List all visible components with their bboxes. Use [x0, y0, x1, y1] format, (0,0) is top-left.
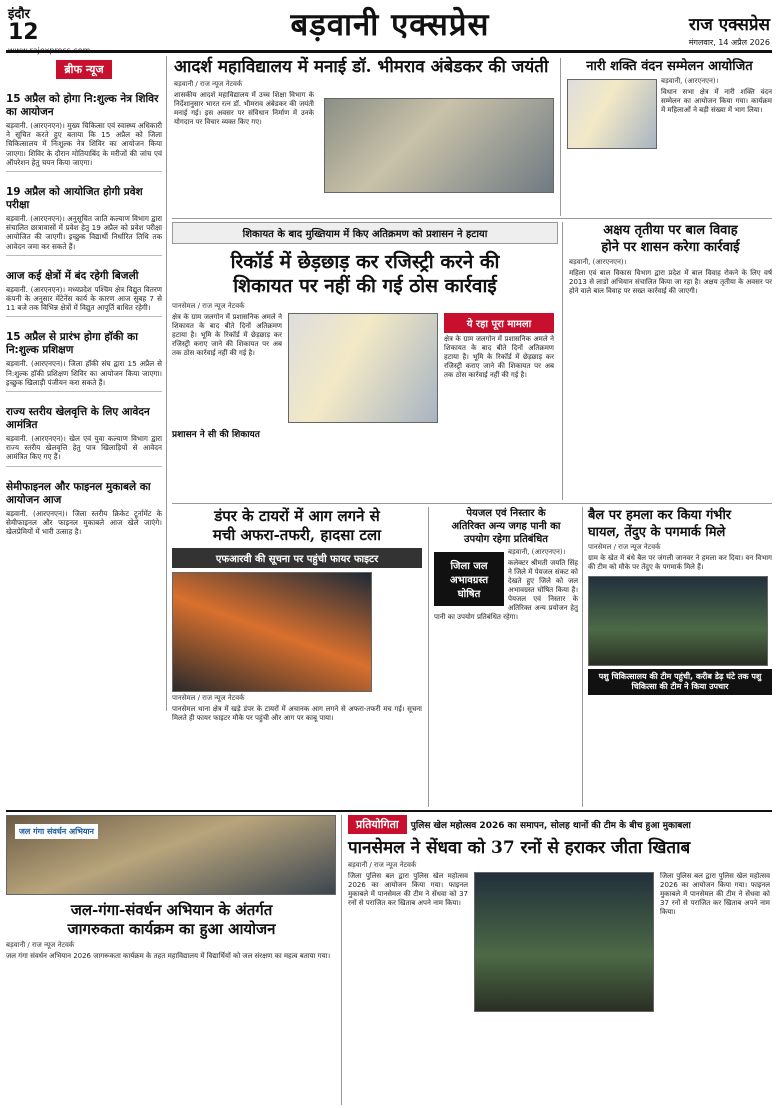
brief-body: बड़वानी. (आरएनएन)। अनुसूचित जाति कल्याण विभाग द्वारा संचालित छात्रावासों में प्रवेश हेतु 19 अप्रैल को प्रवेश परीक्षा आयोजित की जाएगी। इच्छुक विद्यार्थी निर्धारित तिथि तक आवेदन जमा कर सकते हैं। — [6, 214, 162, 251]
story-bull-headline-2: घायल, तेंदुए के पगमार्क मिले — [588, 525, 726, 540]
brief-item — [6, 331, 162, 392]
brief-headline: राज्य स्तरीय खेलवृत्ति के लिए आवेदन आमंत्रित — [6, 406, 150, 432]
story-fire-headline-1: डंपर के टायरों में आग लगने से — [214, 507, 380, 525]
story-jal-ganga-banner-text: जल गंगा संवर्धन अभियान — [15, 824, 98, 839]
story-child-headline-2: होने पर शासन करेगा कार्रवाई — [601, 240, 740, 255]
story-record-body: क्षेत्र के ग्राम जलगोन में प्रशासनिक अमले ने शिकायत के बाद बीते दिनों अतिक्रमण हटाया है। भूमि के रिकॉर्ड में छेड़छाड़ कर रजिस्ट्री कराए जाने की शिकायत पर अब तक ठोस कार्रवाई नहीं की गई है। — [172, 313, 282, 357]
story-ambedkar-byline: बड़वानी / राज न्यूज नेटवर्क — [174, 80, 243, 88]
sports-byline: बड़वानी / राज न्यूज नेटवर्क — [348, 861, 417, 869]
brief-body: बड़वानी. (आरएनएन)। मध्यप्रदेश पश्चिम क्षेत्र विद्युत वितरण कंपनी के अनुसार मेंटेनेंस कार्य के कारण आज सुबह 7 से 11 बजे तक विभिन्न क्षेत्रों में विद्युत आपूर्ति बाधित रहेगी। — [6, 284, 162, 313]
story-water-headline-1: पेयजल एवं निस्तार के — [466, 508, 546, 519]
brand-name: राज एक्सप्रेस — [688, 15, 770, 35]
story-nari-byline: बड़वानी, (आरएनएन)। — [661, 77, 719, 85]
story-bull-attack — [582, 507, 772, 807]
brief-item — [6, 93, 162, 172]
brief-item — [6, 481, 162, 537]
brief-body: बड़वानी. (आरएनएन)। जिला स्तरीय क्रिकेट टूर्नामेंट के सेमीफाइनल और फाइनल मुकाबले आज खेले जाएंगे। खेलप्रेमियों में भारी उत्साह है। — [6, 508, 162, 537]
story-ambedkar-headline: आदर्श महाविद्यालय में मनाई डॉ. भीमराव अंबेडकर की जयंती — [174, 57, 549, 77]
story-jal-ganga-body: जल गंगा संवर्धन अभियान 2026 जागरूकता कार्यक्रम के तहत महाविद्यालय में विद्यार्थियों को जल संरक्षण का महत्व बताया गया। — [6, 952, 331, 960]
sports-body: जिला पुलिस बल द्वारा पुलिस खेल महोत्सव 2026 का आयोजन किया गया। फाइनल मुकाबले में पानसेमल की टीम ने सेंधवा को 37 रनों से पराजित कर खिताब अपने नाम किया। — [348, 872, 468, 907]
story-child-body: महिला एवं बाल विकास विभाग द्वारा प्रदेश में बाल विवाह रोकने के लिए वर्ष 2013 से लाडो अभियान संचालित किया जा रहा है। अक्षय तृतीया के अवसर पर होने वाले बाल विवाह पर सख्त कार्रवाई की जाएगी। — [569, 269, 772, 295]
story-water-body: कलेक्टर श्रीमती जयति सिंह ने जिले में पेयजल संकट को देखते हुए जिले को जल अभावग्रस्त घोषित किया है। पेयजल एवं निस्तार के अतिरिक्त अन्य प्रयोजन हेतु पानी का उपयोग प्रतिबंधित रहेगा। — [434, 559, 578, 621]
masthead: बड़वानी एक्सप्रेस — [290, 7, 490, 43]
briefs-column — [6, 56, 167, 711]
story-ambedkar-body: शासकीय आदर्श महाविद्यालय में उच्च शिक्षा विभाग के निर्देशानुसार भारत रत्न डॉ. भीमराव अंबेडकर की जयंती मनाई गई। इस अवसर पर संविधान निर्माण में उनके योगदान पर विचार व्यक्त किए गए। — [174, 91, 314, 126]
brief-headline: 19 अप्रैल को आयोजित होगी प्रवेश परीक्षा — [6, 186, 143, 212]
brief-item — [6, 186, 162, 256]
brief-headline: आज कई क्षेत्रों में बंद रहेगी बिजली — [6, 269, 139, 282]
story-nari-headline: नारी शक्ति वंदन सम्मेलन आयोजित — [586, 59, 753, 74]
brief-item — [6, 270, 162, 318]
story-nari-shakti — [560, 58, 772, 216]
story-police-sports — [348, 815, 772, 1105]
story-jal-ganga-photo — [6, 815, 336, 895]
story-water-box: जिला जल अभावग्रस्त घोषित — [434, 552, 504, 606]
brief-body: बड़वानी. (आरएनएन)। खेल एवं युवा कल्याण विभाग द्वारा राज्य स्तरीय खेलवृत्ति हेतु पात्र खिलाड़ियों से आवेदन आमंत्रित किए गए हैं। — [6, 434, 162, 462]
story-record-headline-2: शिकायत पर नहीं की गई ठोस कार्रवाई — [233, 275, 497, 297]
story-bull-body: ग्राम के खेत में बंधे बैल पर जंगली जानवर ने हमला कर दिया। वन विभाग की टीम को मौके पर तेंदुए के पगमार्क मिले हैं। — [588, 554, 772, 571]
story-child-headline-1: अक्षय तृतीया पर बाल विवाह — [603, 223, 738, 238]
page-number: 12 — [8, 20, 39, 45]
publication-date: मंगलवार, 14 अप्रैल 2026 — [688, 38, 770, 47]
sports-body-continued: जिला पुलिस बल द्वारा पुलिस खेल महोत्सव 2026 का आयोजन किया गया। फाइनल मुकाबले में पानसेमल की टीम ने सेंधवा को 37 रनों से पराजित कर खिताब अपने नाम किया। — [660, 872, 770, 916]
brief-body: बड़वानी. (आरएनएन)। मुख्य चिकित्सा एवं स्वास्थ्य अधिकारी ने सूचित करते हुए बताया कि 15 अप्रैल को जिला चिकित्सालय में निःशुल्क नेत्र शिविर का आयोजन किया जाएगा। शिविर के दौरान मोतियाबिंद के मरीजों की जांच एवं ऑपरेशन हेतु चयन किया जाएगा। — [6, 121, 162, 167]
story-child-byline: बड़वानी, (आरएनएन)। — [569, 258, 627, 266]
story-water-headline-2: अतिरिक्त अन्य जगह पानी का — [451, 521, 561, 532]
story-nari-body: विधान सभा क्षेत्र में नारी शक्ति वंदन सम्मेलन का आयोजन किया गया। कार्यक्रम में महिलाओं ने बड़ी संख्या में भाग लिया। — [661, 88, 772, 114]
story-ambedkar-photo — [324, 98, 554, 193]
story-water-headline-3: उपयोग रहेगा प्रतिबंधित — [464, 534, 548, 545]
brief-headline: 15 अप्रैल से प्रारंभ होगा हॉकी का नि:शुल्क प्रशिक्षण — [6, 331, 138, 357]
story-ambedkar — [174, 56, 554, 216]
story-bull-photo — [588, 576, 768, 666]
brief-item — [6, 406, 162, 467]
story-jal-ganga-byline: बड़वानी / राज न्यूज नेटवर्क — [6, 941, 75, 949]
page-header-right — [588, 12, 770, 48]
briefs-tag: ब्रीफ न्यूज — [56, 60, 111, 79]
story-record-sidebar-tag: ये रहा पूरा मामला — [444, 313, 554, 333]
story-record-headline-1: रिकॉर्ड में छेड़छाड़ कर रजिस्ट्री करने की — [230, 251, 500, 273]
story-water-restriction — [428, 507, 578, 807]
story-bull-box: पशु चिकित्सालय की टीम पहुंची, करीब डेढ़ घंटे तक पशु चिकित्सा की टीम ने किया उपचार — [588, 669, 772, 695]
story-record-sidebar-body: क्षेत्र के ग्राम जलगोन में प्रशासनिक अमले ने शिकायत के बाद बीते दिनों अतिक्रमण हटाया है। भूमि के रिकॉर्ड में छेड़छाड़ कर रजिस्ट्री कराए जाने की शिकायत पर अब तक ठोस कार्रवाई नहीं की गई है। — [444, 335, 554, 379]
story-jal-ganga-headline-1: जल-गंगा-संवर्धन अभियान के अंतर्गत — [70, 901, 273, 919]
page-header-left — [8, 4, 128, 55]
story-fire-strip: एफआरवी की सूचना पर पहुंची फायर फाइटर — [172, 548, 422, 568]
story-jal-ganga — [6, 815, 342, 1105]
story-dumper-fire — [172, 507, 422, 807]
story-fire-byline: पानसेमल / राज न्यूज नेटवर्क — [172, 694, 245, 702]
story-jal-ganga-headline-2: जागरुकता कार्यक्रम का हुआ आयोजन — [67, 920, 276, 938]
story-fire-photo — [172, 572, 372, 692]
story-fire-body: पानसेमल थाना क्षेत्र में खड़े डंपर के टायरों में अचानक आग लगने से अफरा-तफरी मच गई। सूचना मिलते ही फायर फाइटर मौके पर पहुंची और आग पर काबू पाया। — [172, 705, 422, 722]
story-record-document-photo — [288, 313, 438, 423]
sports-headline: पानसेमल ने सेंधवा को 37 रनों से हराकर जीता खिताब — [348, 838, 691, 858]
sports-tag: प्रतियोगिता — [348, 815, 407, 834]
brief-headline: 15 अप्रैल को होगा नि:शुल्क नेत्र शिविर का आयोजन — [6, 93, 159, 118]
brief-headline: सेमीफाइनल और फाइनल मुकाबले का आयोजन आज — [6, 480, 151, 506]
story-record-byline: पानसेमल / राज न्यूज नेटवर्क — [172, 302, 245, 310]
story-bull-byline: पानसेमल / राज न्यूज नेटवर्क — [588, 543, 661, 551]
story-nari-photo — [567, 79, 657, 149]
story-record-tampering — [172, 222, 558, 500]
city-name: इंदौर — [8, 7, 30, 22]
header-rule — [6, 50, 772, 53]
story-water-byline: बड़वानी, (आरएनएन)। — [508, 548, 566, 556]
brief-body: बड़वानी. (आरएनएन)। जिला हॉकी संघ द्वारा 15 अप्रैल से नि:शुल्क हॉकी प्रशिक्षण शिविर का आयोजन किया जाएगा। इच्छुक खिलाड़ी पंजीयन करा सकते हैं। — [6, 359, 162, 387]
story-fire-headline-2: मची अफरा-तफरी, हादसा टला — [212, 526, 382, 544]
story-record-subhead: शिकायत के बाद मुख्तियाम में किए अतिक्रमण को प्रशासन ने हटाया — [172, 222, 558, 244]
sports-photo — [474, 872, 654, 1012]
sports-kicker: पुलिस खेल महोत्सव 2026 का समापन, सोलह थानों की टीम के बीच हुआ मुकाबला — [410, 821, 691, 831]
story-bull-headline-1: बैल पर हमला कर किया गंभीर — [588, 508, 732, 523]
story-child-marriage — [562, 222, 772, 500]
story-record-mini-headline: प्रशासन ने सी की शिकायत — [172, 430, 260, 440]
